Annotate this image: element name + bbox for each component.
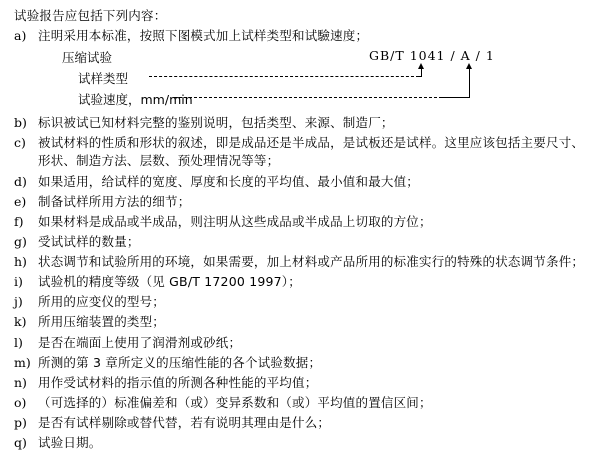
list-item <box>14 434 589 452</box>
list-item <box>14 394 589 412</box>
leader-line-2 <box>174 97 442 98</box>
designation-figure <box>14 48 589 110</box>
list-item-text: 所测的第 3 章所定义的压缩性能的各个试验数据； <box>38 354 322 370</box>
list-marker: c) <box>14 135 26 151</box>
list-item-text: 标识被试已知材料完整的鉴别说明，包括类型、来源、制造厂； <box>38 115 394 131</box>
list-marker: e) <box>14 193 27 209</box>
list-marker: l) <box>14 334 23 350</box>
list-item <box>14 414 589 432</box>
list-marker: q) <box>14 435 27 451</box>
report-contents-list <box>14 27 589 454</box>
list-item <box>14 273 589 291</box>
list-item <box>14 173 589 191</box>
list-item-text: 如果适用，给试样的宽度、厚度和长度的平均值、最小值和最大值； <box>38 173 420 189</box>
list-item-text: 状态调节和试验所用的环境，如果需要，加上材料或产品所用的标准实行的特殊的状态调节条件； <box>38 254 585 269</box>
list-item-text: 如果材料是成品或半成品，则注明从这些成品或半成品上切取的方位； <box>38 213 432 229</box>
list-marker: p) <box>14 415 27 430</box>
list-item-text: 被试材料的性质和形状的叙述，即是成品还是半成品，是试板还是试样。这里应该包括主要尺寸、形状、制造方法、层数、预处理情况等等； <box>38 135 585 169</box>
figure-row1-label: 试样类型 <box>78 71 129 87</box>
list-item-text: 是否有试样剔除或替代替，若有说明其理由是什么； <box>38 415 331 430</box>
list-marker: n) <box>14 374 27 390</box>
list-item <box>14 213 589 231</box>
list-marker: b) <box>14 115 27 131</box>
list-marker: d) <box>14 173 27 189</box>
list-item <box>14 193 589 211</box>
list-marker: g) <box>14 233 27 249</box>
connector-line <box>469 69 470 98</box>
list-item-text: 试验日期。 <box>38 435 102 451</box>
list-item <box>14 374 589 392</box>
list-item-text: 制备试样所用方法的细节； <box>38 193 191 209</box>
intro-paragraph: 试验报告应包括下列内容： <box>14 8 167 23</box>
list-item <box>14 354 589 372</box>
list-item-text: 用作受试材料的指示值的所测各种性能的平均值； <box>38 374 318 390</box>
list-marker: i) <box>14 274 23 290</box>
list-item-text: 注明采用本标准，按照下图模式加上试样类型和试驗速度； <box>38 28 369 43</box>
list-marker: o) <box>14 394 27 410</box>
list-item-text: 所用压缩装置的类型； <box>38 314 166 330</box>
list-item <box>14 233 589 251</box>
connector-line <box>442 97 470 98</box>
list-item <box>14 253 589 271</box>
list-item <box>14 114 589 132</box>
list-item-text: 所用的应变仪的型号； <box>38 294 166 310</box>
list-item <box>14 27 589 45</box>
list-item <box>14 134 589 170</box>
list-marker: f) <box>14 213 24 229</box>
list-item-text: （可选择的）标准偏差和（或）变异系数和（或）平均值的置信区间； <box>38 394 432 410</box>
list-item-text: 是否在端面上使用了润滑剂或砂纸； <box>38 334 242 350</box>
figure-title: 压缩试验 <box>62 50 113 66</box>
list-item-text: 受试试样的数量； <box>38 233 140 249</box>
connector-line <box>418 76 422 77</box>
list-marker: j) <box>14 294 23 310</box>
list-marker: h) <box>14 254 27 269</box>
list-item <box>14 293 589 311</box>
figure-row2-label: 试验速度，mm/min <box>78 92 193 108</box>
figure-designation-code: GB/T 1041 / A / 1 <box>369 48 495 64</box>
list-item <box>14 334 589 352</box>
list-marker: m) <box>14 354 31 370</box>
list-item-text: 试验机的精度等级（见 GB/T 17200 1997）； <box>38 274 301 290</box>
list-marker: a) <box>14 28 27 43</box>
leader-line-1 <box>149 76 419 77</box>
list-marker: k) <box>14 314 27 330</box>
list-item <box>14 313 589 331</box>
